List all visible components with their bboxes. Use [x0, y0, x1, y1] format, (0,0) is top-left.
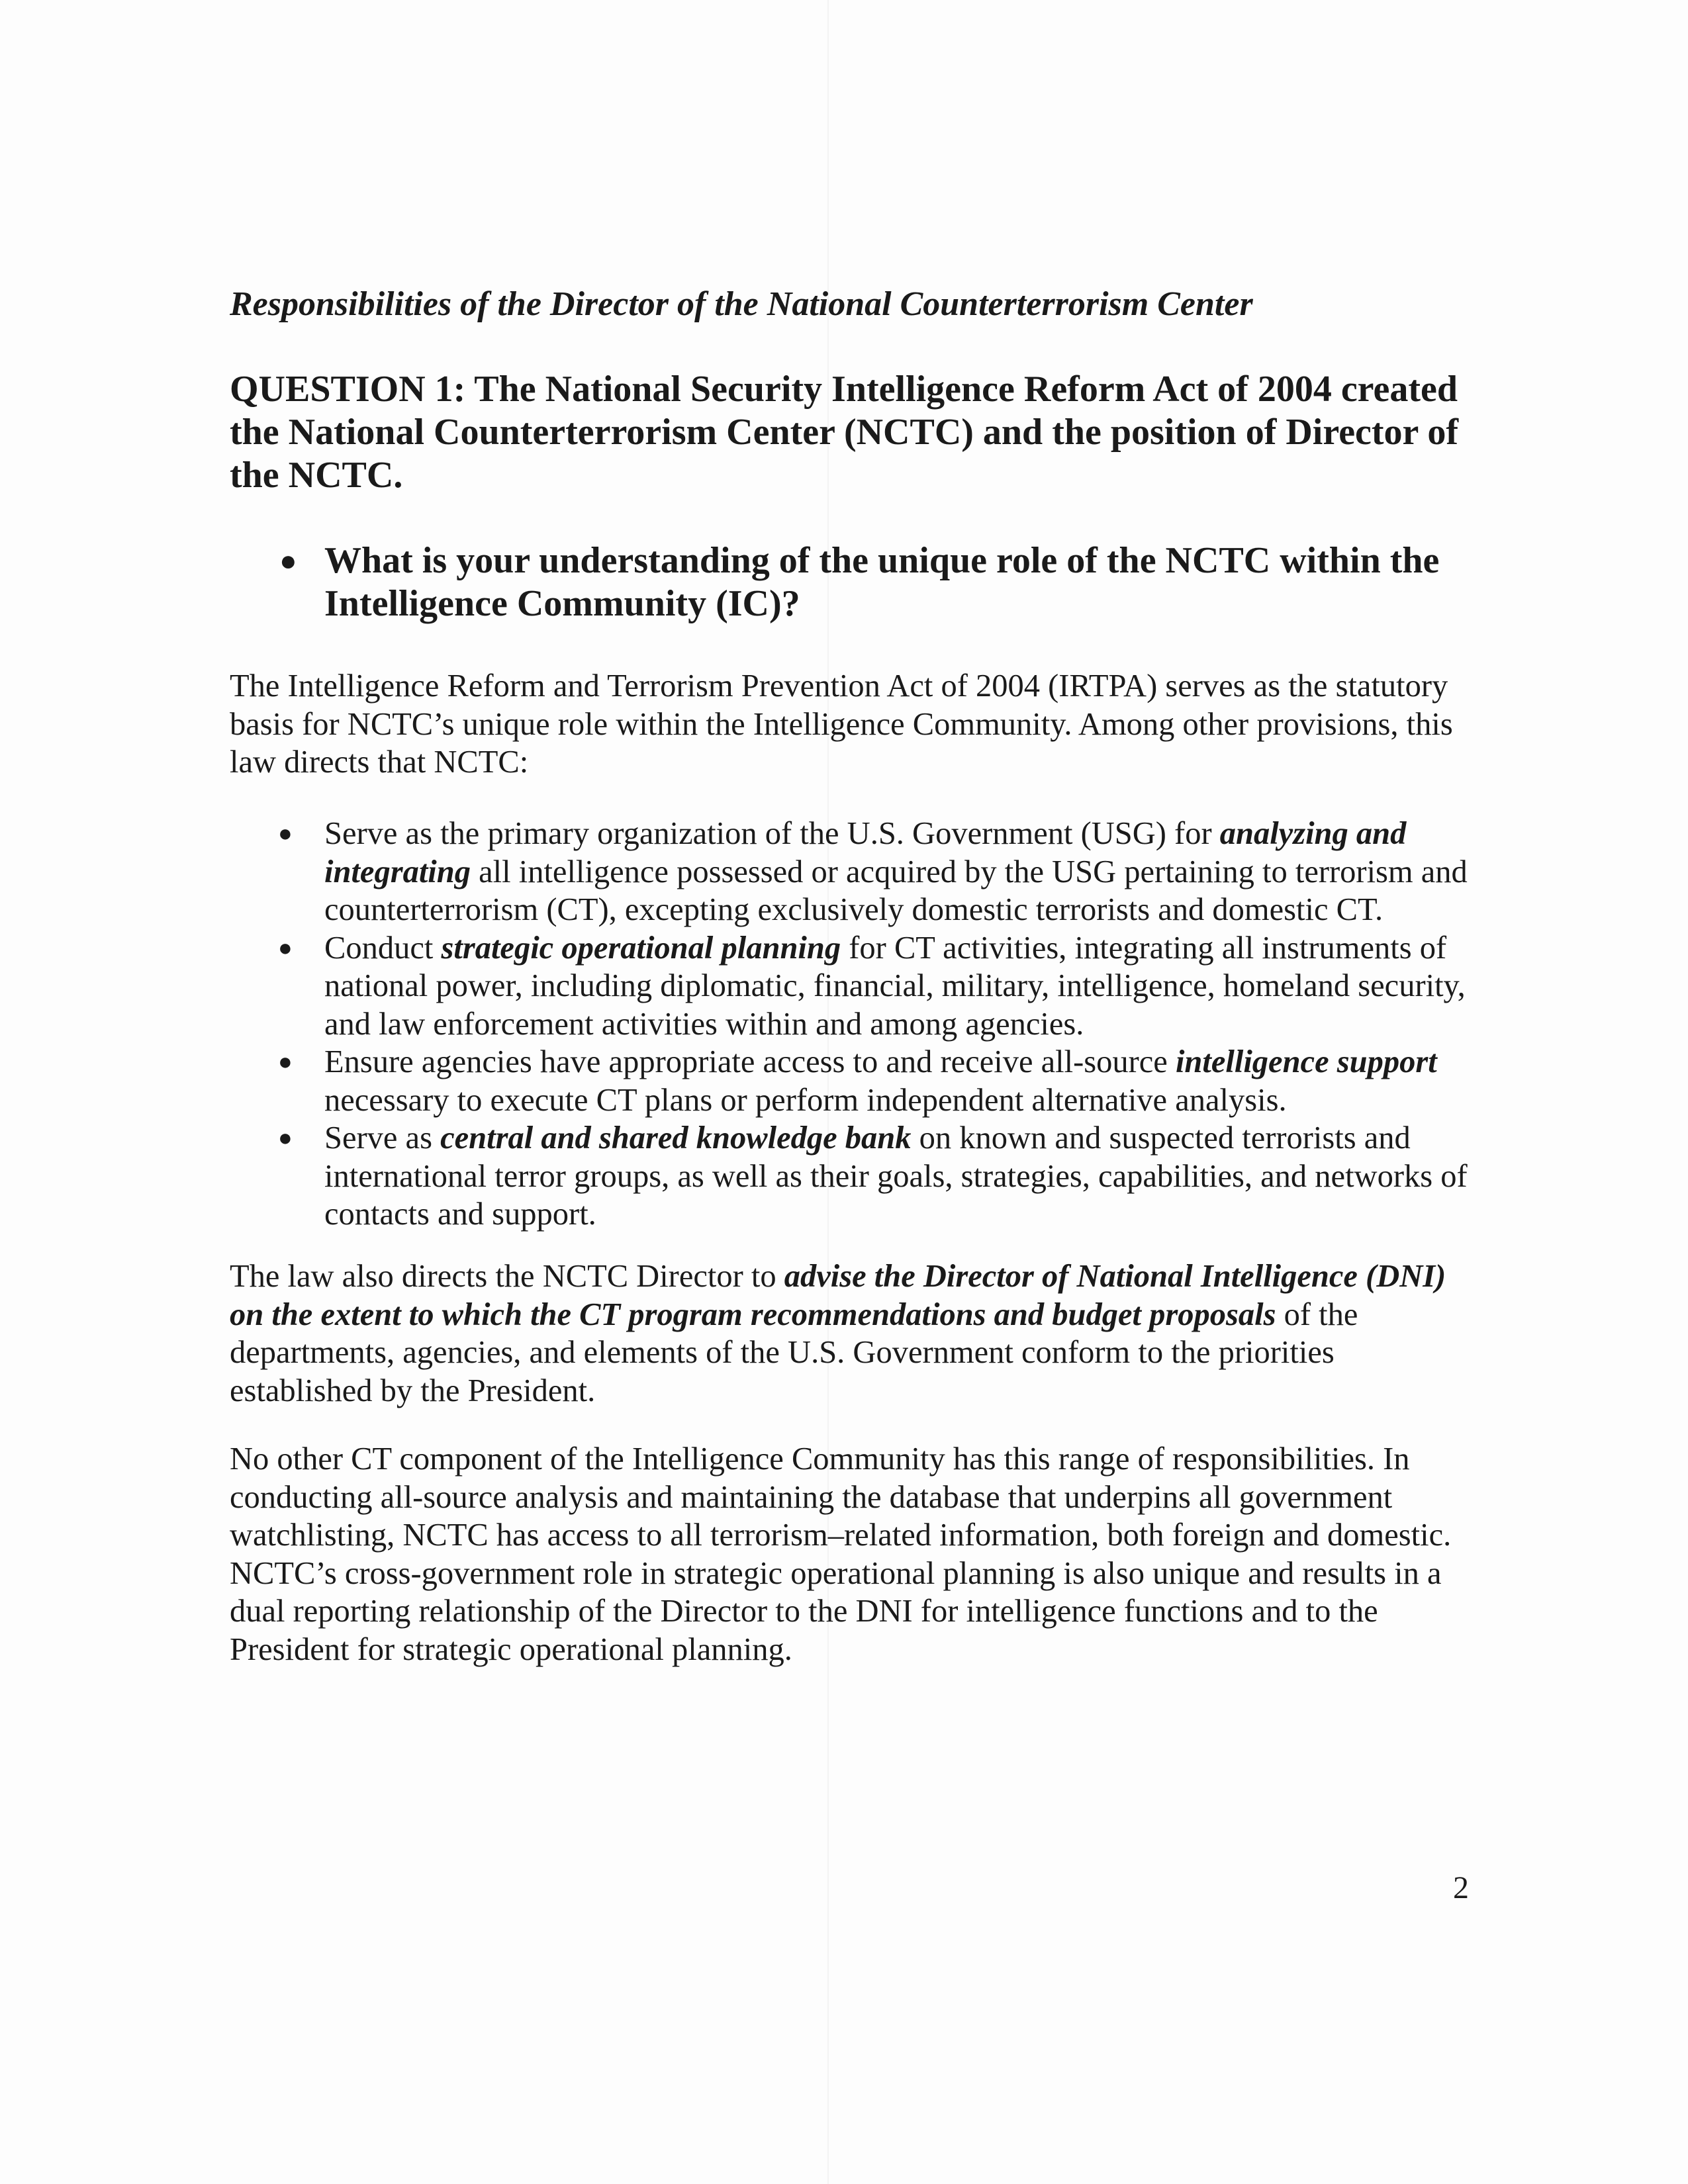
paragraph-text: The law also directs the NCTC Director to [230, 1259, 784, 1294]
item-text: for CT activities, integrating all instruments of national power, including diplomatic, financial, military, intelligence, homeland security, and law enforcement activities within and among agencies. [324, 930, 1466, 1042]
bullet-icon: ● [279, 545, 297, 577]
question-heading: QUESTION 1: The National Security Intelligence Reform Act of 2004 created the National Counterterrorism Center (NCTC) and the position of Director of the NCTC. [230, 369, 1459, 496]
item-text: Ensure agencies have appropriate access to and receive all-source [324, 1044, 1176, 1079]
item-emphasis: strategic operational planning [441, 930, 841, 966]
page-number: 2 [1453, 1870, 1469, 1905]
section-title: Responsibilities of the Director of the National Counterterrorism Center [230, 285, 1253, 323]
list-item [278, 929, 1479, 1044]
item-emphasis: analyzing and integrating [324, 816, 1407, 889]
item-text: Serve as the primary organization of the U.S. Government (USG) for [324, 816, 1220, 851]
bullet-icon: ● [278, 820, 293, 846]
item-text: Serve as [324, 1120, 441, 1156]
paragraph-intro: The Intelligence Reform and Terrorism Prevention Act of 2004 (IRTPA) serves as the statutory basis for NCTC’s unique role within the Intelligence Community. Among other provisions, this law directs that NCTC: [230, 668, 1453, 780]
provisions-list [278, 815, 1479, 1234]
list-item [278, 1119, 1479, 1234]
paragraph-unique-role: No other CT component of the Intelligence Community has this range of responsibilities. In conducting all-source analysis and maintaining the database that underpins all government watchlisting, NCTC has access to all terrorism–related information, both foreign and domestic. NCTC’s cross-government role in strategic operational planning is also unique and results in a dual reporting relationship of the Director to the DNI for intelligence functions and to the President for strategic operational planning. [230, 1441, 1452, 1667]
item-emphasis: intelligence support [1175, 1044, 1437, 1079]
paragraph-dni-advice [230, 1257, 1474, 1410]
list-item [278, 1043, 1479, 1119]
list-item [278, 815, 1479, 929]
sub-question [279, 539, 1476, 625]
bullet-icon: ● [278, 1048, 293, 1075]
paragraph-emphasis: advise the Director of National Intelligence (DNI) on the extent to which the CT program recommendations and budget proposals [230, 1259, 1446, 1332]
bullet-icon: ● [278, 1124, 293, 1151]
paragraph-text: of the departments, agencies, and elements of the U.S. Government conform to the priorities established by the President. [230, 1297, 1358, 1408]
item-text: Conduct [324, 930, 442, 966]
bullet-icon: ● [278, 934, 293, 961]
item-emphasis: central and shared knowledge bank [440, 1120, 912, 1156]
sub-question-text: What is your understanding of the unique role of the NCTC within the Intelligence Community (IC)? [324, 540, 1440, 624]
item-text: necessary to execute CT plans or perform independent alternative analysis. [324, 1082, 1287, 1118]
item-text: on known and suspected terrorists and international terror groups, as well as their goals, strategies, capabilities, and networks of contacts and support. [324, 1120, 1468, 1232]
item-text: all intelligence possessed or acquired by the USG pertaining to terrorism and counterterrorism (CT), excepting exclusively domestic terrorists and domestic CT. [324, 854, 1468, 927]
